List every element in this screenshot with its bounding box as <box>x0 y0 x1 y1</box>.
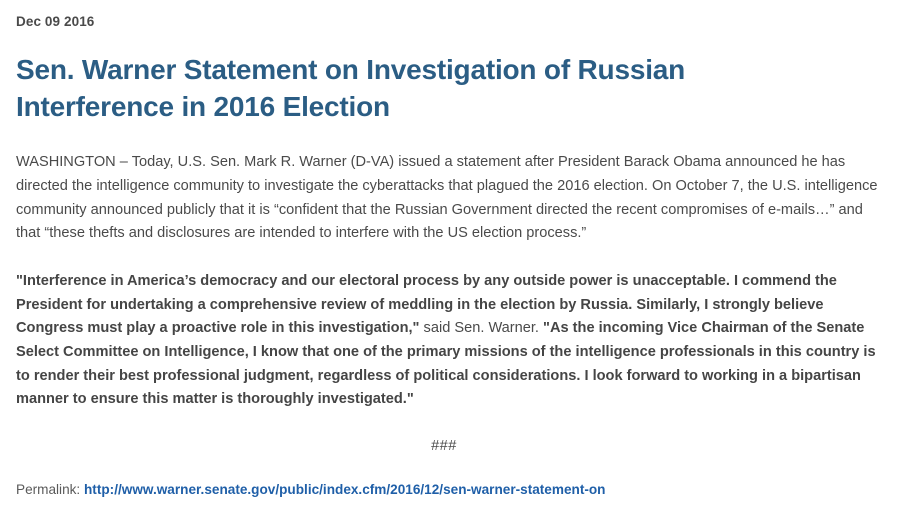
quote-first-segment: "Interference in America’s democracy and our electoral process by any outside power is unacceptable. I commend the President for undertaking a comprehensive review of meddling in the election by Russia. Similarly, I strongly believe Congress must play a proactive role in this investigation," <box>16 273 837 337</box>
quote-second-segment: "As the incoming Vice Chairman of the Senate Select Committee on Intelligence, I know that one of the primary missions of the intelligence professionals in this country is to render their best professional judgment, regardless of political considerations. I look forward to working in a bipartisan manner to ensure this matter is thoroughly investigated." <box>16 320 876 408</box>
quote-attribution: said Sen. Warner. <box>419 320 544 337</box>
permalink-row <box>16 482 892 497</box>
article-date: Dec 09 2016 <box>16 14 95 29</box>
page-title: Sen. Warner Statement on Investigation of Russian Interference in 2016 Election <box>16 54 686 123</box>
permalink-link[interactable]: http://www.warner.senate.gov/public/index.cfm/2016/12/sen-warner-statement-on <box>84 481 606 497</box>
article-lede-paragraph: WASHINGTON – Today, U.S. Sen. Mark R. Warner (D-VA) issued a statement after President Barack Obama announced he has directed the intelligence community to investigate the cyberattacks that plagued the 2016 election. On October 7, the U.S. intelligence community announced publicly that it is “confident that the Russian Government directed the recent compromises of e-mails…” and that “these thefts and disclosures are intended to interfere with the US election process.” <box>16 154 878 242</box>
permalink-label: Permalink: <box>16 481 81 497</box>
end-of-release-marks: ### <box>431 437 457 454</box>
article-quote-paragraph <box>16 270 892 412</box>
